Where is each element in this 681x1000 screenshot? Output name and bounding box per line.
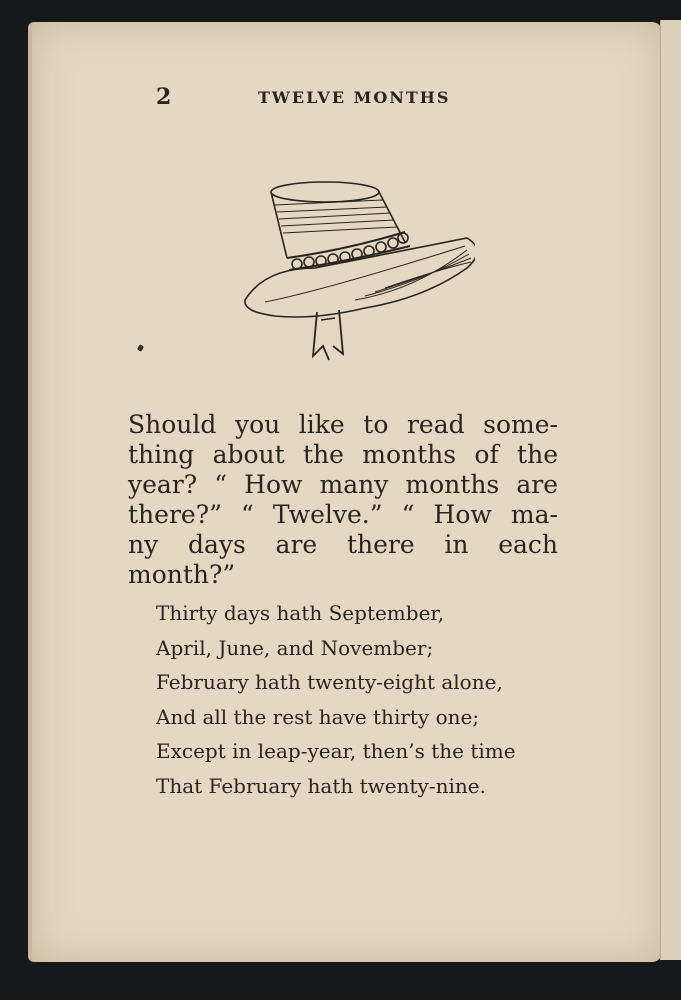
body-paragraph <box>128 410 558 590</box>
verse-line: Except in leap-year, then’s the time <box>156 739 516 763</box>
body-line: month?” <box>128 560 236 589</box>
body-line: there?” “ Twelve.” “ How ma- <box>128 500 558 529</box>
page-header <box>156 84 496 114</box>
body-line: ny days are there in each <box>128 530 558 559</box>
body-line: thing about the months of the <box>128 440 558 469</box>
bonnet-hat-icon <box>205 150 475 370</box>
running-title: TWELVE MONTHS <box>258 88 451 107</box>
verse-line: April, June, and November; <box>156 635 434 660</box>
body-line: year? “ How many months are <box>128 470 558 499</box>
page-number: 2 <box>156 84 172 110</box>
body-line: Should you like to read some- <box>128 410 558 439</box>
verse-poem <box>156 596 576 803</box>
adjacent-page-edge <box>660 20 681 960</box>
verse-line: February hath twenty-eight alone, <box>156 670 503 694</box>
verse-line: That February hath twenty-nine. <box>156 773 486 798</box>
verse-line: Thirty days hath September, <box>156 601 445 625</box>
verse-line: And all the rest have thirty one; <box>156 704 480 729</box>
